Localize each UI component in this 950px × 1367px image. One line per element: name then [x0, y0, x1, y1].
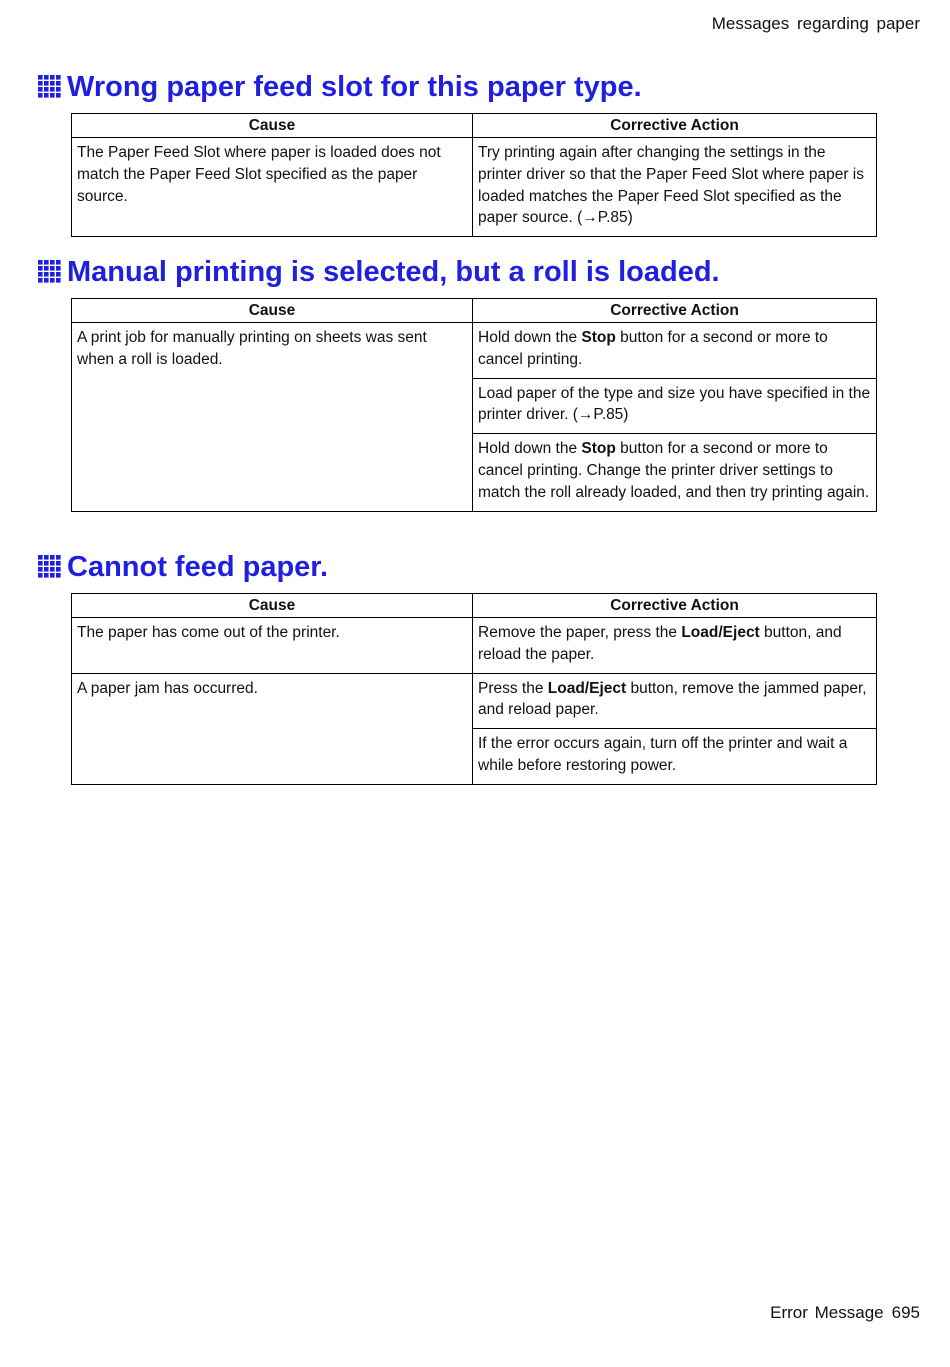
grid-icon	[38, 75, 62, 99]
action-cell	[473, 378, 877, 434]
column-header-cause: Cause	[72, 114, 473, 138]
running-header: Messages regarding paper	[711, 14, 920, 33]
button-name: Stop	[581, 329, 616, 346]
action-text: Hold down the	[478, 329, 582, 346]
table-row	[72, 323, 877, 379]
footer-section-name: Error Message	[770, 1303, 884, 1322]
section-title: Manual printing is selected, but a roll is loaded.	[67, 255, 720, 288]
section-heading	[38, 70, 876, 104]
cause-cell: The paper has come out of the printer.	[72, 618, 473, 674]
cause-cell: A print job for manually printing on sheets was sent when a roll is loaded.	[72, 323, 473, 512]
action-cell	[473, 434, 877, 511]
section-heading	[38, 550, 876, 584]
button-name: Load/Eject	[681, 624, 760, 641]
action-cell	[473, 138, 877, 237]
action-cell	[473, 618, 877, 674]
page-number: 695	[891, 1303, 920, 1322]
column-header-cause: Cause	[72, 594, 473, 618]
table-row	[72, 673, 877, 729]
action-cell	[473, 729, 877, 785]
table-row	[72, 138, 877, 237]
section-title: Wrong paper feed slot for this paper type.	[67, 70, 642, 103]
section-cannot-feed-paper	[38, 550, 876, 785]
grid-icon	[38, 555, 62, 579]
section-heading	[38, 255, 876, 289]
button-name: Stop	[581, 440, 616, 458]
cause-action-table	[71, 298, 877, 512]
action-text: Press the	[478, 679, 548, 697]
action-text: Try printing again after changing the settings in the printer driver so that the Paper Feed Slot where paper is loaded matches the Paper Feed Slot specified as the paper source. (→P.85)	[478, 144, 864, 227]
column-header-action: Corrective Action	[473, 299, 877, 323]
action-cell	[473, 673, 877, 729]
section-wrong-paper-feed-slot	[38, 70, 876, 237]
action-text: button, remove the jammed paper, and reload paper.	[478, 679, 867, 719]
column-header-action: Corrective Action	[473, 114, 877, 138]
section-manual-printing-roll-loaded	[38, 255, 876, 512]
button-name: Load/Eject	[547, 679, 627, 697]
action-text: button for a second or more to cancel printing. Change the printer driver settings to match the roll already loaded, and then try printing again.	[478, 440, 870, 501]
action-text: button, and reload the paper.	[478, 624, 842, 663]
action-cell	[473, 323, 877, 379]
section-title: Cannot feed paper.	[67, 550, 329, 583]
page-footer	[770, 1303, 920, 1323]
cause-cell: The Paper Feed Slot where paper is loaded does not match the Paper Feed Slot specified as the paper source.	[72, 138, 473, 237]
table-row	[72, 618, 877, 674]
action-text: If the error occurs again, turn off the printer and wait a while before restoring power.	[478, 735, 848, 774]
column-header-cause: Cause	[72, 299, 473, 323]
action-text: Load paper of the type and size you have specified in the printer driver. (→P.85)	[478, 384, 871, 424]
action-text: Hold down the	[478, 440, 582, 458]
action-text: button for a second or more to cancel printing.	[478, 329, 828, 368]
cause-action-table	[71, 593, 877, 785]
grid-icon	[38, 260, 62, 284]
column-header-action: Corrective Action	[473, 594, 877, 618]
action-text: Remove the paper, press the	[478, 624, 682, 641]
cause-action-table	[71, 113, 877, 237]
cause-cell: A paper jam has occurred.	[72, 673, 473, 784]
